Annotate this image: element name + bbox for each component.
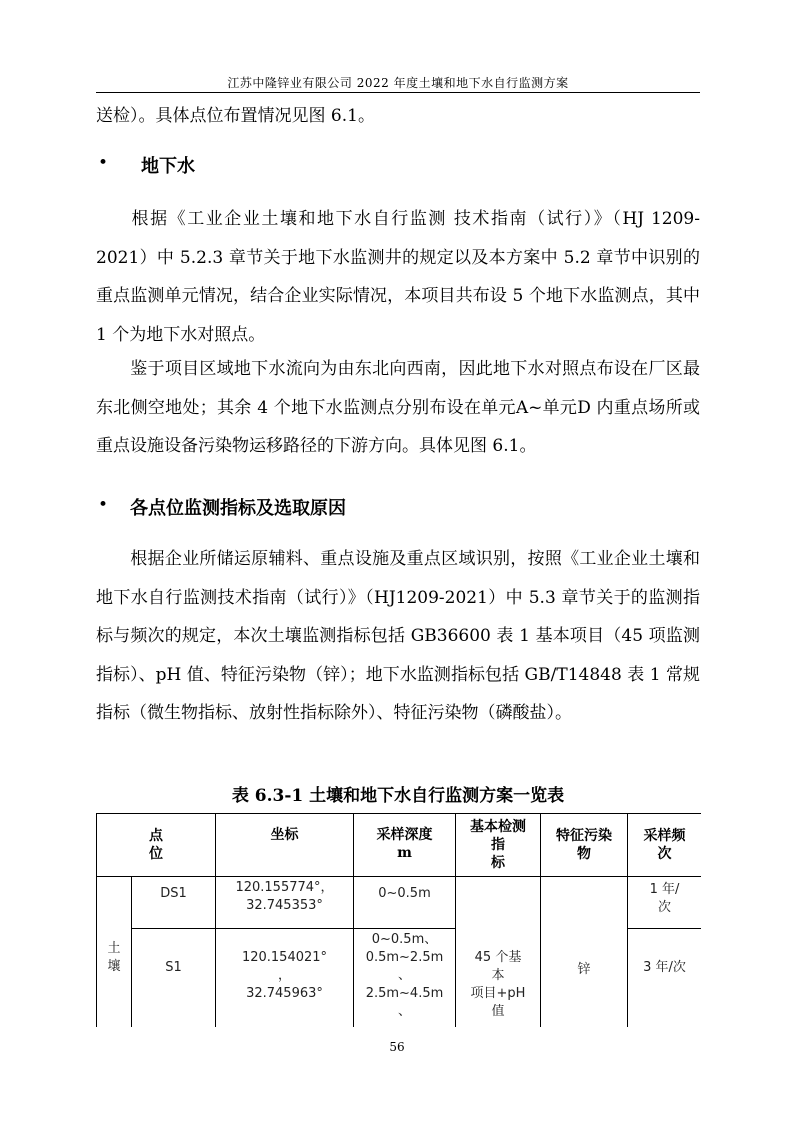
page-number: 56 [389,1040,405,1054]
paragraph-intro: 送检）。具体点位布置情况见图 6.1。 [96,106,375,126]
cell-depth-line1: 0~0.5m、 [371,932,438,947]
group-soil [97,877,132,1028]
header-basic-line3: 标 [491,855,505,871]
paragraph-text: 根据企业所储运原辅料、重点设施及重点区域识别，按照《工业企业土壤和地下水自行监测技术指南（试行）》（HJ1209-2021）中 5.3 章节关于的监测指标与频次的规定，本次土壤监测指标包括 GB36600 表 1 基本项目（45 项监测指标）、pH 值、特征污染物（锌）；地下水监测指标包括 GB/T14848 表 1 常规指标（微生物指标、放射性指标除外）、特征污染物（磷酸盐）。 [96,549,700,723]
paragraph-groundwater-2 [96,350,700,466]
cell-depth-line4: 2.5m~4.5m [365,986,444,1001]
cell-point: DS1 [132,877,216,929]
cell-coord-line3: 32.745963° [246,986,323,1001]
table-row [97,877,702,929]
cell-frequency-line1: 1 年/ [649,882,680,897]
paragraph-indicators [96,540,700,733]
cell-coord-line2: 32.745353° [246,898,323,913]
cell-frequency-line2: 次 [657,900,671,915]
cell-depth [354,929,456,1028]
cell-frequency [628,877,702,929]
cell-basic-line4: 值 [491,1004,505,1019]
header-coord: 坐标 [216,814,354,877]
paragraph-text: 根据《工业企业土壤和地下水自行监测 技术指南（试行）》（HJ 1209-2021）中 5.2.3 章节关于地下水监测井的规定以及本方案中 5.2 章节中识别的重点监测单元情况，结合企业实际情况，本项目共布设 5 个地下水监测点，其中 1 个为地下水对照点。 [96,209,700,345]
paragraph-groundwater-1 [96,200,700,354]
group-soil-line2: 壤 [107,958,121,974]
header-depth-line2: m [397,845,412,861]
header-basic [456,814,541,877]
group-soil-line1: 土 [107,940,121,956]
header-point-line1: 点 [149,828,163,844]
cell-frequency: 3 年/次 [628,929,702,1028]
table-header-row [97,814,702,877]
cell-coord-line2: ， [277,968,291,983]
monitoring-table [96,813,701,1027]
cell-depth: 0~0.5m [354,877,456,929]
header-frequency-line1: 采样频 [643,828,686,844]
header-depth-line1: 采样深度 [376,827,433,843]
cell-basic-line2: 本 [491,968,505,983]
cell-depth-line2: 0.5m~2.5m [365,950,444,965]
cell-coord-line1: 120.155774°， [235,880,334,895]
cell-basic-indicators [456,877,541,1028]
section-heading-groundwater: 地下水 [141,156,195,177]
bullet-icon: • [98,495,109,515]
paragraph-text: 鉴于项目区域地下水流向为由东北向西南，因此地下水对照点布设在厂区最东北侧空地处；其余 4 个地下水监测点分别布设在单元A~单元D 内重点场所或重点设施设备污染物运移路径的下游方向。具体见图 6.1。 [96,359,700,456]
cell-basic-line3: 项目+pH [470,986,526,1001]
bullet-icon: • [98,153,109,173]
cell-coord [216,929,354,1028]
cell-point: S1 [132,929,216,1028]
header-frequency-line2: 次 [657,846,672,862]
cell-pollutant: 锌 [541,877,628,1028]
monitoring-table-container [96,813,701,1027]
header-rule [96,92,700,93]
header-point [97,814,216,877]
table-caption: 表 6.3-1 土壤和地下水自行监测方案一览表 [231,786,565,806]
header-pollutant-line2: 物 [577,846,591,862]
header-pollutant [541,814,628,877]
cell-depth-line5: 、 [397,1004,411,1019]
header-frequency [628,814,702,877]
header-basic-line2: 指 [491,837,505,853]
running-header: 江苏中隆锌业有限公司 2022 年度土壤和地下水自行监测方案 [227,76,569,90]
cell-coord [216,877,354,929]
section-heading-indicators: 各点位监测指标及选取原因 [130,498,346,519]
header-pollutant-line1: 特征污染 [556,828,612,844]
header-basic-line1: 基本检测 [470,819,526,835]
cell-basic-line1: 45 个基 [474,950,522,965]
cell-coord-line1: 120.154021° [241,950,328,965]
cell-depth-line3: 、 [397,968,411,983]
header-point-line2: 位 [149,846,163,862]
header-depth [354,814,456,877]
